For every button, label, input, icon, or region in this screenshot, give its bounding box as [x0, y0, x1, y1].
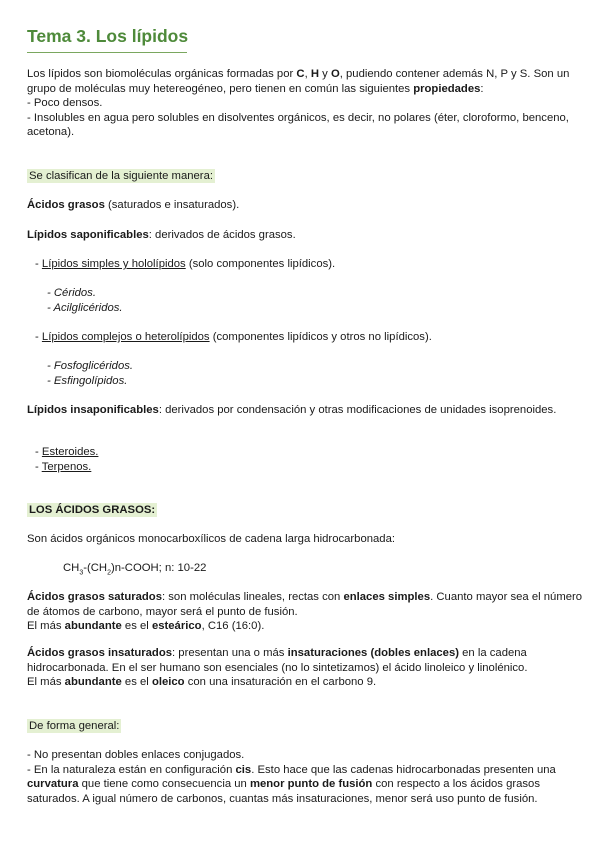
term: esteárico: [151, 620, 202, 633]
text: : derivados de ácidos grasos.: [148, 229, 296, 241]
list-item: - No presentan dobles enlaces conjugados.: [27, 749, 245, 761]
intro-paragraph: [27, 67, 583, 96]
text: que tiene como consecuencia un: [78, 778, 250, 791]
saponificables-line: [27, 228, 583, 243]
formula-part: CH: [63, 562, 80, 574]
carbon: C: [296, 68, 305, 80]
text: con respecto a los ácidos grasos saturados. A igual número de carbonos, cuantas más insaturaciones, menor será uso punto de fusión.: [27, 778, 540, 805]
insaponificables-list: [27, 445, 591, 474]
colon: :: [480, 82, 484, 95]
term: enlaces simples: [343, 591, 431, 603]
list-item: Esteroides.: [41, 446, 99, 458]
formula-part: -(CH: [83, 562, 108, 574]
propiedades-term: propiedades: [413, 82, 481, 95]
text: . Esto hace que las cadenas hidrocarbonadas presenten una: [251, 763, 556, 776]
subscript: 3: [79, 569, 84, 577]
text: con una insaturación en el carbono 9.: [184, 676, 377, 689]
complejos-line: [27, 330, 591, 345]
list-item: Terpenos.: [41, 460, 92, 473]
simples-line: [27, 257, 591, 272]
term: Lípidos saponificables: [27, 229, 149, 241]
term: Ácidos grasos insaturados: [27, 647, 173, 659]
dash: -: [35, 331, 42, 343]
term: menor punto de fusión: [249, 778, 373, 791]
acidos-grasos-heading: [27, 503, 583, 518]
term: Ácidos grasos: [27, 199, 105, 211]
dash: -: [35, 460, 42, 473]
text: (solo componentes lipídicos).: [185, 258, 336, 270]
term: curvatura: [27, 778, 79, 791]
list-item: - Fosfoglicéridos.: [47, 360, 134, 372]
text: , C16 (16:0).: [201, 620, 265, 633]
term: insaturaciones (dobles enlaces): [287, 647, 459, 659]
term: abundante: [64, 620, 122, 633]
dash: -: [35, 258, 42, 270]
general-list: [27, 748, 583, 806]
property-item: - Poco densos.: [27, 97, 103, 110]
dash: -: [35, 446, 42, 458]
subscript: 2: [107, 569, 111, 577]
list-item: - Céridos.: [47, 287, 96, 299]
text: es el: [121, 676, 152, 689]
conjunction: y: [319, 68, 331, 80]
insaturados-paragraph: [27, 646, 583, 690]
list-item: - Esfingolípidos.: [47, 374, 128, 387]
comma: ,: [304, 68, 311, 80]
saturados-paragraph: [27, 590, 583, 634]
text: El más: [27, 676, 65, 689]
term: abundante: [64, 676, 122, 689]
text: (saturados e insaturados).: [104, 199, 240, 211]
oxygen: O: [330, 68, 340, 80]
acidos-definition: Son ácidos orgánicos monocarboxílicos de cadena larga hidrocarbonada:: [27, 533, 396, 545]
formula: [27, 561, 601, 576]
text: : presentan una o más: [172, 647, 288, 659]
list-item: [27, 763, 583, 807]
term: oleico: [151, 676, 185, 689]
text: es el: [121, 620, 152, 633]
text: en la cadena hidrocarbonada. En el ser humano son esenciales (no lo sintetizamos) el ácido linoleico y linolénico.: [27, 647, 528, 674]
term: cis: [235, 763, 252, 776]
text: (componentes lipídicos y otros no lipídicos).: [209, 331, 432, 343]
highlighted-heading: LOS ÁCIDOS GRASOS:: [29, 504, 156, 516]
text: El más: [27, 620, 65, 633]
property-item: - Insolubles en agua pero solubles en disolventes orgánicos, es decir, no polares (éter, cloroformo, benceno, acetona).: [27, 111, 569, 139]
page-title: Tema 3. Los lípidos: [27, 26, 189, 46]
simples-list: [27, 286, 601, 315]
title-underline: [27, 52, 187, 53]
text: : son moléculas lineales, rectas con: [161, 591, 344, 603]
term: Lípidos insaponificables: [27, 404, 159, 416]
classification-heading: [27, 169, 583, 184]
hydrogen: H: [310, 68, 320, 80]
highlighted-heading: De forma general:: [29, 720, 120, 732]
highlighted-heading: Se clasifican de la siguiente manera:: [29, 170, 213, 182]
list-item: - Acilglicéridos.: [47, 301, 123, 314]
intro-section: [27, 67, 583, 140]
intro-text-2: , pudiendo contener además N, P y S. Son un grupo de moléculas muy hetereogéneo, pero tienen en común las siguientes: [27, 68, 570, 95]
acidos-grasos-line: [27, 198, 583, 213]
formula-part: )n-COOH; n: 10-22: [110, 562, 207, 574]
term: Ácidos grasos saturados: [27, 591, 162, 603]
text: : derivados por condensación y otras modificaciones de unidades isoprenoides.: [158, 404, 557, 416]
intro-text: Los lípidos son biomoléculas orgánicas formadas por: [27, 68, 297, 80]
text: . Cuanto mayor sea el número de átomos de carbono, mayor será el punto de fusión.: [27, 591, 583, 618]
underlined-term: Lípidos complejos o heterolípidos: [41, 331, 210, 343]
general-heading: [27, 719, 583, 734]
text: - En la naturaleza están en configuración: [27, 763, 236, 776]
complejos-list: [27, 359, 601, 388]
underlined-term: Lípidos simples y hololípidos: [41, 258, 186, 270]
insaponificables-paragraph: [27, 403, 583, 418]
